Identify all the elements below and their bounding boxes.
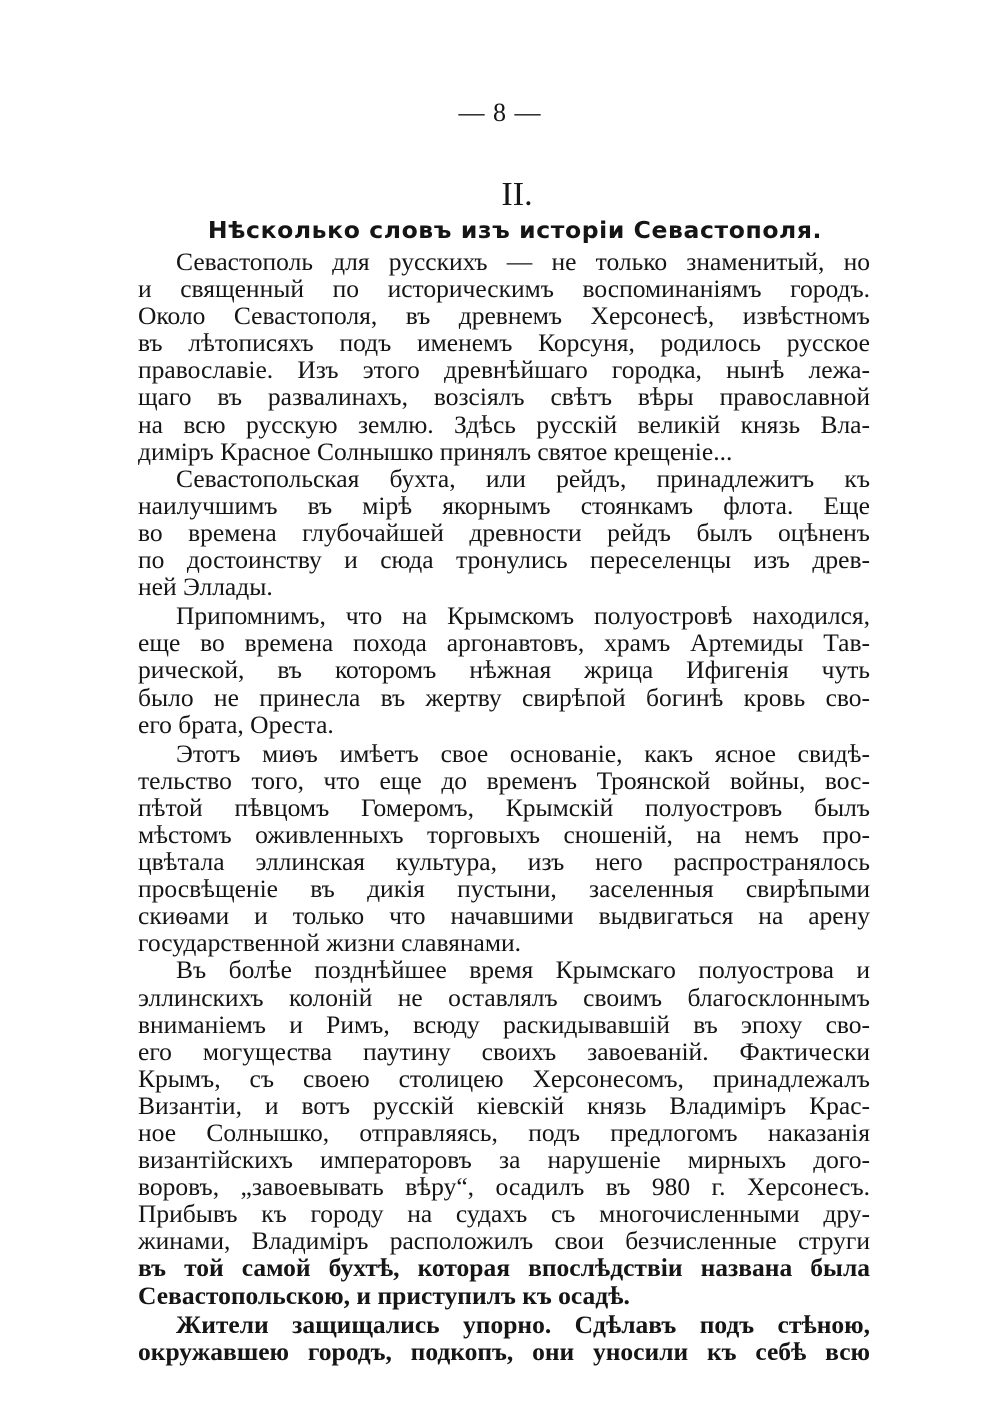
text-line: тельство того, что еще до временъ Троянской войны, вос- bbox=[138, 765, 870, 795]
text-line: Припомнимъ, что на Крымскомъ полуостровѣ находился, bbox=[176, 601, 870, 631]
text-line: рической, въ которомъ нѣжная жрица Ифигенія чуть bbox=[138, 655, 870, 685]
text-line: византійскихъ императоровъ за нарушеніе мирныхъ дого- bbox=[138, 1145, 870, 1175]
text-line: Въ болѣе позднѣйшее время Крымскаго полуострова и bbox=[176, 955, 870, 985]
section-title: Нѣсколько словъ изъ исторіи Севастополя. bbox=[207, 216, 823, 244]
text-line: пѣтой пѣвцомъ Гомеромъ, Крымскій полуостровъ былъ bbox=[138, 792, 870, 822]
text-line: воровъ, „завоевывать вѣру“, осадилъ въ 980 г. Херсонесъ. bbox=[138, 1172, 870, 1202]
text-line: просвѣщеніе въ дикія пустыни, заселенныя свирѣпыми bbox=[138, 874, 870, 904]
text-line: мѣстомъ оживленныхъ торговыхъ сношеній, на немъ про- bbox=[138, 819, 870, 849]
text-line: Севастопольская бухта, или рейдъ, принадлежитъ къ bbox=[176, 463, 870, 493]
text-line: Византіи, и вотъ русскій кіевскій князь Владиміръ Крас- bbox=[138, 1090, 870, 1120]
text-line: скиѳами и только что начавшими выдвигаться на арену bbox=[138, 901, 870, 931]
paragraph bbox=[138, 602, 870, 737]
text-line: вниманіемъ и Римъ, всюду раскидывавшій въ эпоху сво- bbox=[138, 1009, 870, 1039]
text-line: было не принесла въ жертву свирѣпой богинѣ кровь сво- bbox=[138, 682, 870, 712]
text-line: окружавшею городъ, подкопъ, они уносили къ себѣ всю bbox=[138, 1336, 870, 1366]
text-line: диміръ Красное Солнышко принялъ святое крещеніе... bbox=[138, 436, 733, 466]
text-line: на всю русскую землю. Здѣсь русскій великій князь Вла- bbox=[138, 409, 870, 439]
text-line: ней Эллады. bbox=[138, 572, 273, 602]
text-line: православіе. Изъ этого древнѣйшаго городка, нынѣ лежа- bbox=[138, 355, 870, 385]
text-line: Севастополь для русскихъ — не только знаменитый, но bbox=[176, 247, 870, 276]
text-line: Жители защищались упорно. Сдѣлавъ подъ стѣною, bbox=[176, 1309, 870, 1339]
body-text bbox=[138, 248, 870, 1365]
text-line: въ той самой бухтѣ, которая впослѣдствіи названа была bbox=[138, 1253, 870, 1283]
paragraph bbox=[138, 956, 870, 1308]
text-line: въ лѣтописяхъ подъ именемъ Корсуня, родилось русское bbox=[138, 328, 870, 358]
text-line: и священный по историческимъ воспоминаніямъ городъ. bbox=[138, 274, 870, 304]
text-line: ное Солнышко, отправляясь, подъ предлогомъ наказанія bbox=[138, 1118, 870, 1147]
text-line: государственной жизни славянами. bbox=[138, 928, 522, 958]
text-line: цвѣтала эллинская культура, изъ него распространялось bbox=[138, 847, 870, 877]
paragraph bbox=[138, 465, 870, 600]
text-line: Около Севастополя, въ древнемъ Херсонесѣ, извѣстномъ bbox=[138, 301, 870, 331]
text-line: Крымъ, съ своею столицею Херсонесомъ, принадлежалъ bbox=[138, 1063, 870, 1093]
text-line: во времена глубочайшей древности рейдъ былъ оцѣненъ bbox=[138, 517, 870, 547]
text-line: по достоинству и сюда тронулись переселенцы изъ древ- bbox=[138, 545, 870, 575]
paragraph bbox=[138, 740, 870, 957]
text-line: его могущества паутину своихъ завоеваній. Фактически bbox=[138, 1036, 870, 1066]
section-number: II. bbox=[501, 176, 533, 213]
text-line: Севастопольскою, и приступилъ къ осадѣ. bbox=[138, 1280, 630, 1310]
page-number: — 8 — bbox=[458, 98, 542, 127]
text-line: Прибывъ къ городу на судахъ съ многочисленными дру- bbox=[138, 1199, 870, 1229]
text-line: наилучшимъ въ мірѣ якорнымъ стоянкамъ флота. Еще bbox=[138, 490, 870, 520]
text-line: жинами, Владиміръ расположилъ свои безчисленные струги bbox=[138, 1226, 870, 1256]
text-line: эллинскихъ колоній не оставлялъ своимъ благосклоннымъ bbox=[138, 982, 870, 1012]
paragraph bbox=[138, 248, 870, 465]
paragraph bbox=[138, 1311, 870, 1365]
text-line: щаго въ развалинахъ, возсіялъ свѣтъ вѣры православной bbox=[138, 382, 870, 412]
text-line: его брата, Ореста. bbox=[138, 709, 334, 739]
text-line: Этотъ миѳъ имѣетъ свое основаніе, какъ ясное свидѣ- bbox=[176, 738, 870, 768]
text-line: еще во времена похода аргонавтовъ, храмъ Артемиды Тав- bbox=[138, 628, 870, 658]
